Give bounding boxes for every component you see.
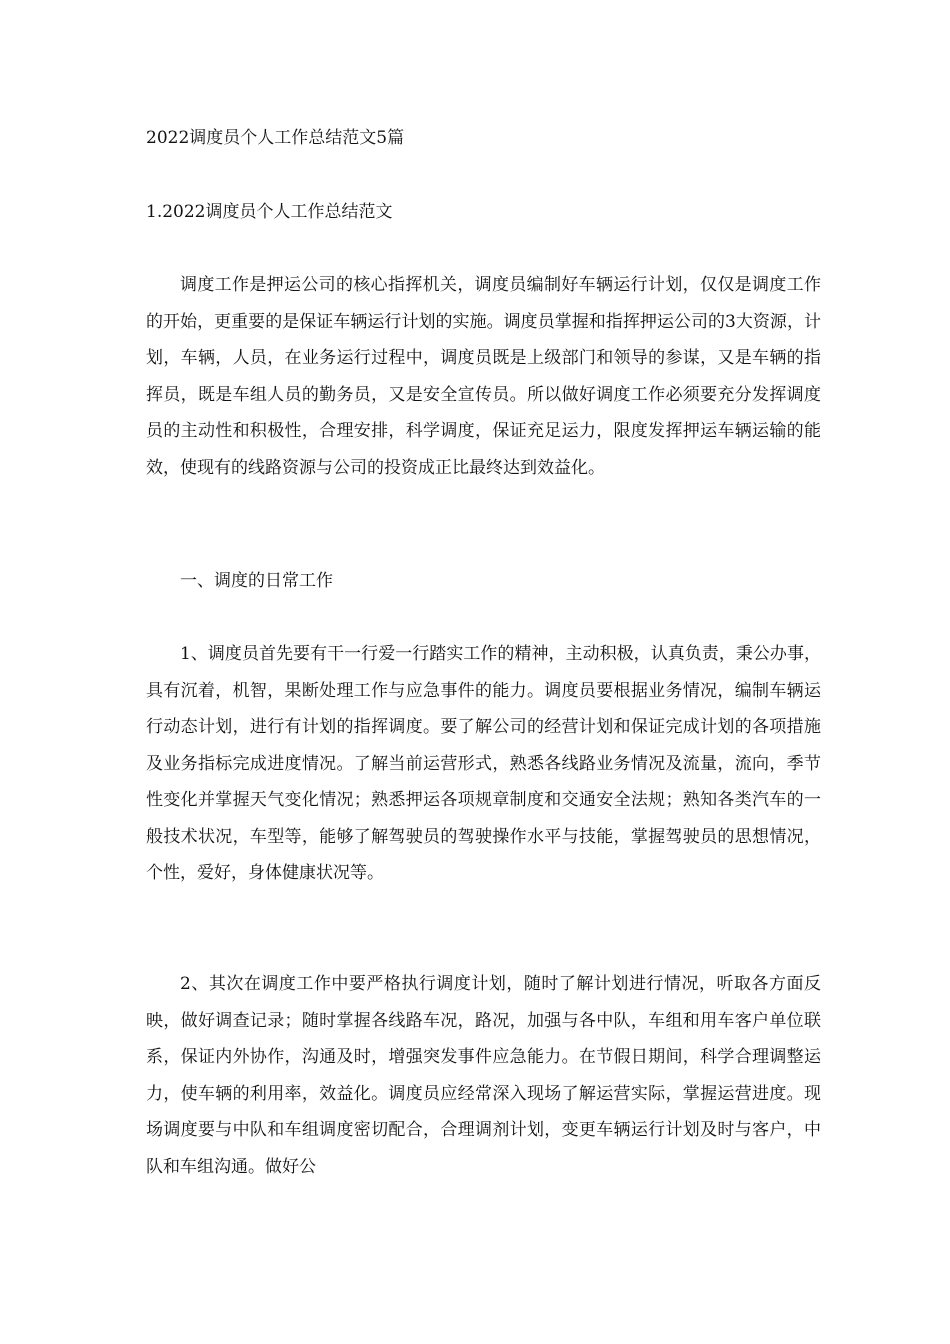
body-paragraph: 2、其次在调度工作中要严格执行调度计划，随时了解计划进行情况，听取各方面反映，做好调查记录；随时掌握各线路车况，路况，加强与各中队，车组和用车客户单位联系，保证内外协作，沟通及时，增强突发事件应急能力。在节假日期间，科学合理调整运力，使车辆的利用率，效益化。调度员应经常深入现场了解运营实际，掌握运营进度。现场调度要与中队和车组调度密切配合，合理调剂计划，变更车辆运行计划及时与客户，中队和车组沟通。做好公 [146, 974, 821, 1177]
body-paragraph: 1、调度员首先要有干一行爱一行踏实工作的精神，主动积极，认真负责，秉公办事，具有沉着，机智，果断处理工作与应急事件的能力。调度员要根据业务情况，编制车辆运行动态计划，进行有计划的指挥调度。要了解公司的经营计划和保证完成计划的各项措施及业务指标完成进度情况。了解当前运营形式，熟悉各线路业务情况及流量，流向，季节性变化并掌握天气变化情况；熟悉押运各项规章制度和交通安全法规；熟知各类汽车的一般技术状况，车型等，能够了解驾驶员的驾驶操作水平与技能，掌握驾驶员的思想情况，个性，爱好，身体健康状况等。 [146, 644, 821, 883]
document-title: 2022调度员个人工作总结范文5篇 [146, 128, 405, 148]
body-paragraph: 调度工作是押运公司的核心指挥机关，调度员编制好车辆运行计划，仅仅是调度工作的开始，更重要的是保证车辆运行计划的实施。调度员掌握和指挥押运公司的3大资源，计划，车辆，人员，在业务运行过程中，调度员既是上级部门和领导的参谋，又是车辆的指挥员，既是车组人员的勤务员，又是安全宣传员。所以做好调度工作必须要充分发挥调度员的主动性和积极性，合理安排，科学调度，保证充足运力，限度发挥押运车辆运输的能效，使现有的线路资源与公司的投资成正比最终达到效益化。 [146, 275, 821, 478]
section-heading: 1.2022调度员个人工作总结范文 [146, 202, 393, 222]
subsection-heading: 一、调度的日常工作 [180, 571, 333, 591]
